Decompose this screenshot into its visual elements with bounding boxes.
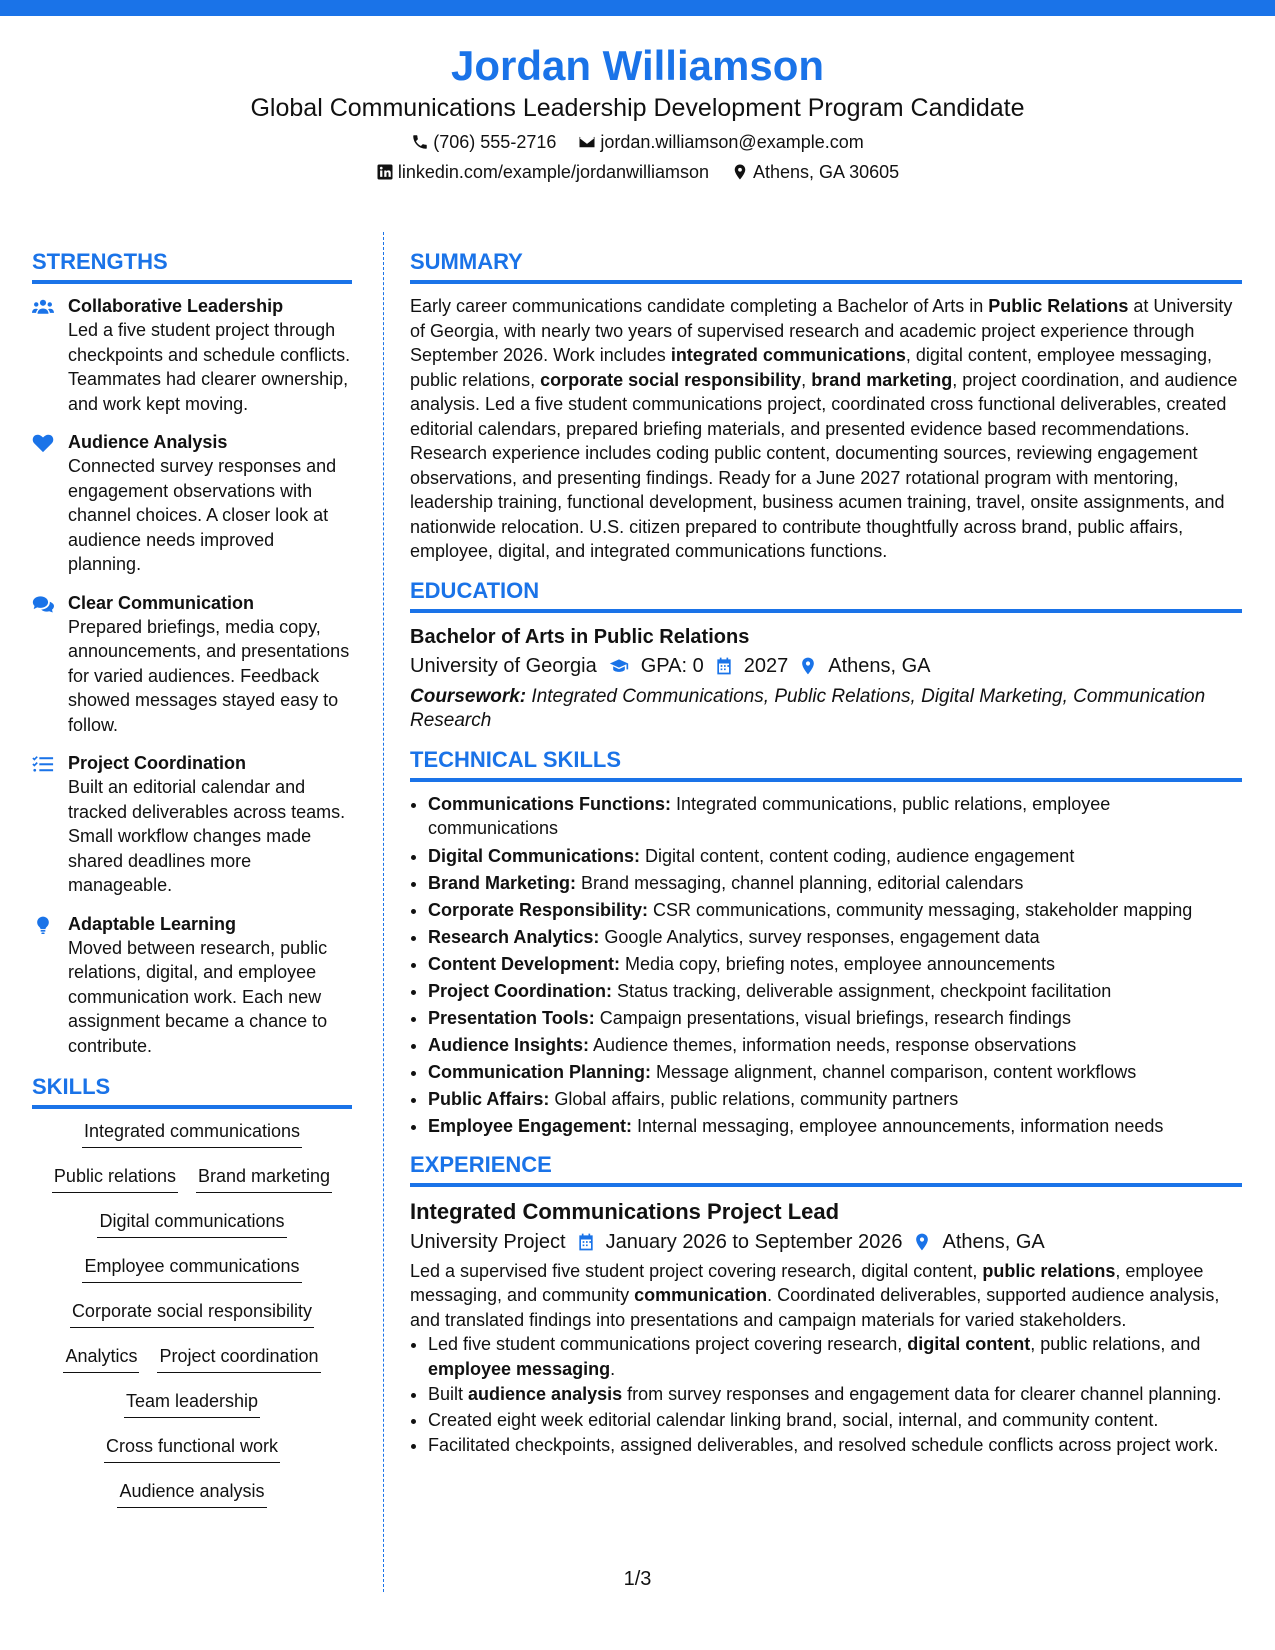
strength-title: Collaborative Leadership <box>68 296 284 316</box>
technical-skill-label: Communications Functions: <box>428 793 671 814</box>
job-org: University Project <box>410 1230 566 1253</box>
technical-skill-item <box>428 792 1242 840</box>
strength-item <box>32 591 352 738</box>
skills-heading: SKILLS <box>32 1072 352 1109</box>
comments-icon <box>32 591 54 738</box>
strength-body <box>68 751 352 898</box>
technical-skill-label: Digital Communications: <box>428 845 641 866</box>
skill-row <box>70 1299 314 1344</box>
phone-item <box>411 130 556 154</box>
right-column <box>410 247 1242 1459</box>
technical-skill-text: Google Analytics, survey responses, engagement data <box>599 926 1040 947</box>
skill-row <box>97 1209 286 1254</box>
skill-tag: Audience analysis <box>117 1479 266 1508</box>
users-icon <box>32 294 54 416</box>
location-text: Athens, GA 30605 <box>753 162 900 182</box>
strength-item <box>32 294 352 416</box>
technical-skill-text: Digital content, content coding, audience engagement <box>640 845 1075 866</box>
technical-skill-item <box>428 1113 1242 1140</box>
technical-skill-item <box>428 870 1242 897</box>
degree-title: Bachelor of Arts in Public Relations <box>410 625 750 648</box>
technical-skill-item <box>428 978 1242 1005</box>
candidate-name: Jordan Williamson <box>450 42 825 89</box>
map-pin-icon <box>912 1232 932 1252</box>
skill-tag: Brand marketing <box>196 1164 332 1193</box>
strength-title: Project Coordination <box>68 753 247 773</box>
strength-description: Prepared briefings, media copy, announcements, and presentations for varied audiences. Feedback showed messages stayed easy to follow. <box>68 616 350 735</box>
summary-text: Early career communications candidate completing a Bachelor of Arts in Public Relations at University of Georgia, with nearly two years of supervised research and academic project experience through September 2026. Work includes integrated communications, digital content, employee messaging, public relations, corporate social responsibility, brand marketing, project coordination, and audience analysis. Led a five student communications project, coordinated cross functional deliverables, created editorial calendars, prepared briefing materials, and presented evidence based recommendations. Research experience includes coding public content, documenting sources, reviewing engagement observations, and presenting findings. Ready for a June 2027 rotational program with mentoring, leadership training, functional development, business acumen training, travel, onsite assignments, and nationwide relocation. U.S. citizen prepared to contribute thoughtfully across brand, public affairs, employee, digital, and integrated communications functions. <box>410 296 1238 561</box>
contact-row-2 <box>0 160 1275 184</box>
technical-skill-item <box>428 1032 1242 1059</box>
graduation-cap-icon <box>607 656 631 676</box>
heart-icon <box>32 430 54 577</box>
school-name: University of Georgia <box>410 654 597 677</box>
technical-skill-text: Audience themes, information needs, response observations <box>589 1034 1077 1055</box>
map-pin-icon <box>731 163 749 181</box>
strength-title: Adaptable Learning <box>68 913 237 934</box>
linkedin-icon <box>376 163 394 181</box>
technical-skill-item <box>428 951 1242 978</box>
technical-skill-label: Public Affairs: <box>428 1088 550 1109</box>
technical-skill-label: Communication Planning: <box>428 1061 651 1082</box>
job-description: Led a supervised five student project covering research, digital content, public relations, employee messaging, and community communication. Coordinated deliverables, supported audience analysis, and translated findings into presentations and campaign materials for varied stakeholders. <box>410 1260 1220 1330</box>
coursework <box>410 685 1242 733</box>
strength-title: Clear Communication <box>68 592 255 613</box>
skills-list <box>32 1119 352 1524</box>
left-column <box>32 247 352 1524</box>
technical-skill-label: Research Analytics: <box>428 926 600 947</box>
skill-tag: Public relations <box>52 1164 178 1193</box>
strength-item <box>32 751 352 898</box>
linkedin-item[interactable] <box>376 160 709 184</box>
skill-row <box>52 1164 332 1209</box>
strength-description: Built an editorial calendar and tracked deliverables across teams. Small workflow changes made shared deadlines more manageable. <box>68 777 346 895</box>
job-title: Integrated Communications Project Lead <box>410 1198 840 1224</box>
technical-skill-text: Global affairs, public relations, community partners <box>549 1088 959 1109</box>
education-meta <box>410 651 1242 681</box>
skill-row <box>63 1344 320 1389</box>
calendar-icon <box>714 656 734 676</box>
strength-description: Moved between research, public relations, digital, and employee communication work. Each new assignment became a chance to contribute. <box>68 937 328 1056</box>
email-item[interactable] <box>578 130 863 154</box>
strength-description: Connected survey responses and engagement observations with channel choices. A closer look at audience needs improved planning. <box>68 456 337 574</box>
strength-body <box>68 430 352 577</box>
linkedin-link[interactable]: linkedin.com/example/jordanwilliamson <box>397 162 710 182</box>
lightbulb-icon <box>32 912 54 1059</box>
strengths-list <box>32 294 352 1058</box>
technical-skill-label: Audience Insights: <box>428 1034 590 1055</box>
column-divider <box>383 232 384 1592</box>
page-number: 1/3 <box>623 1568 652 1590</box>
coursework-list: Integrated Communications, Public Relations, Digital Marketing, Communication Research <box>410 685 1206 731</box>
skill-tag: Employee communications <box>82 1254 301 1283</box>
strength-body <box>68 912 352 1059</box>
strength-item <box>32 912 352 1059</box>
gpa-text: GPA: 0 <box>640 654 704 677</box>
technical-skill-text: Media copy, briefing notes, employee announcements <box>620 953 1055 974</box>
skill-row <box>117 1479 266 1524</box>
technical-skill-text: Status tracking, deliverable assignment, checkpoint facilitation <box>612 980 1112 1001</box>
skill-tag: Integrated communications <box>82 1119 302 1148</box>
technical-skill-item <box>428 897 1242 924</box>
phone-text: (706) 555-2716 <box>433 132 557 152</box>
technical-skill-item <box>428 1086 1242 1113</box>
technical-skill-item <box>428 924 1242 951</box>
job-bullets <box>410 1332 1242 1458</box>
job-bullet: • Built audience analysis from survey responses and engagement data for clearer channel planning. <box>428 1382 1242 1407</box>
skill-tag: Corporate social responsibility <box>70 1299 314 1328</box>
phone-icon <box>411 133 429 151</box>
skill-tag: Team leadership <box>124 1389 260 1418</box>
technical-skill-text: Brand messaging, channel planning, editorial calendars <box>576 872 1024 893</box>
candidate-headline: Global Communications Leadership Development Program Candidate <box>250 94 1025 122</box>
skill-tag: Cross functional work <box>104 1434 280 1463</box>
job-dates: January 2026 to September 2026 <box>605 1230 903 1253</box>
technical-skill-item <box>428 843 1242 870</box>
technical-skill-item <box>428 1059 1242 1086</box>
strengths-heading: STRENGTHS <box>32 247 352 284</box>
summary-heading: SUMMARY <box>410 247 1242 284</box>
skill-row <box>82 1254 301 1299</box>
skill-row <box>124 1389 260 1434</box>
technical-skill-label: Project Coordination: <box>428 980 612 1001</box>
technical-skill-text: Campaign presentations, visual briefings, research findings <box>594 1007 1071 1028</box>
strength-item <box>32 430 352 577</box>
list-check-icon <box>32 751 54 898</box>
skill-tag: Digital communications <box>97 1209 286 1238</box>
education-heading: EDUCATION <box>410 576 1242 613</box>
technical-skill-label: Presentation Tools: <box>428 1007 595 1028</box>
skill-row <box>82 1119 302 1164</box>
job-bullet: • Facilitated checkpoints, assigned deliverables, and resolved schedule conflicts across project work. <box>428 1433 1242 1458</box>
strength-title: Audience Analysis <box>68 432 228 452</box>
skill-row <box>104 1434 280 1479</box>
experience-heading: EXPERIENCE <box>410 1150 1242 1187</box>
technical-skill-label: Content Development: <box>428 953 621 974</box>
strength-description: Led a five student project through checkpoints and schedule conflicts. Teammates had clearer ownership, and work kept moving. <box>68 320 351 414</box>
technical-skill-label: Corporate Responsibility: <box>428 899 649 920</box>
strength-body <box>68 591 352 738</box>
job-location: Athens, GA <box>942 1230 1045 1253</box>
technical-skill-item <box>428 1005 1242 1032</box>
skill-tag: Project coordination <box>157 1344 320 1373</box>
technical-skill-text: CSR communications, community messaging, stakeholder mapping <box>648 899 1193 920</box>
technical-skill-label: Brand Marketing: <box>428 872 577 893</box>
technical-skill-label: Employee Engagement: <box>428 1115 633 1136</box>
email-link[interactable]: jordan.williamson@example.com <box>600 132 864 152</box>
technical-skills-heading: TECHNICAL SKILLS <box>410 745 1242 782</box>
job-bullet: • Led five student communications project covering research, digital content, public relations, and employee messaging. <box>428 1332 1242 1381</box>
resume-header <box>0 40 1275 184</box>
technical-skill-text: Integrated communications, public relations, employee communications <box>428 793 1111 838</box>
location-item <box>731 160 899 184</box>
job-bullet: • Created eight week editorial calendar linking brand, social, internal, and community content. <box>428 1408 1242 1433</box>
technical-skills-list <box>410 792 1242 1140</box>
contact-row-1 <box>0 130 1275 154</box>
calendar-icon <box>576 1232 596 1252</box>
grad-year: 2027 <box>743 654 789 677</box>
envelope-icon <box>578 133 596 151</box>
technical-skill-text: Message alignment, channel comparison, content workflows <box>651 1061 1137 1082</box>
job-meta <box>410 1227 1242 1257</box>
top-accent-bar <box>0 0 1275 16</box>
strength-body <box>68 294 352 416</box>
map-pin-icon <box>798 656 818 676</box>
technical-skill-text: Internal messaging, employee announcements, information needs <box>632 1115 1164 1136</box>
school-location: Athens, GA <box>828 654 931 677</box>
skill-tag: Analytics <box>63 1344 139 1373</box>
coursework-label: Coursework: <box>410 685 527 707</box>
